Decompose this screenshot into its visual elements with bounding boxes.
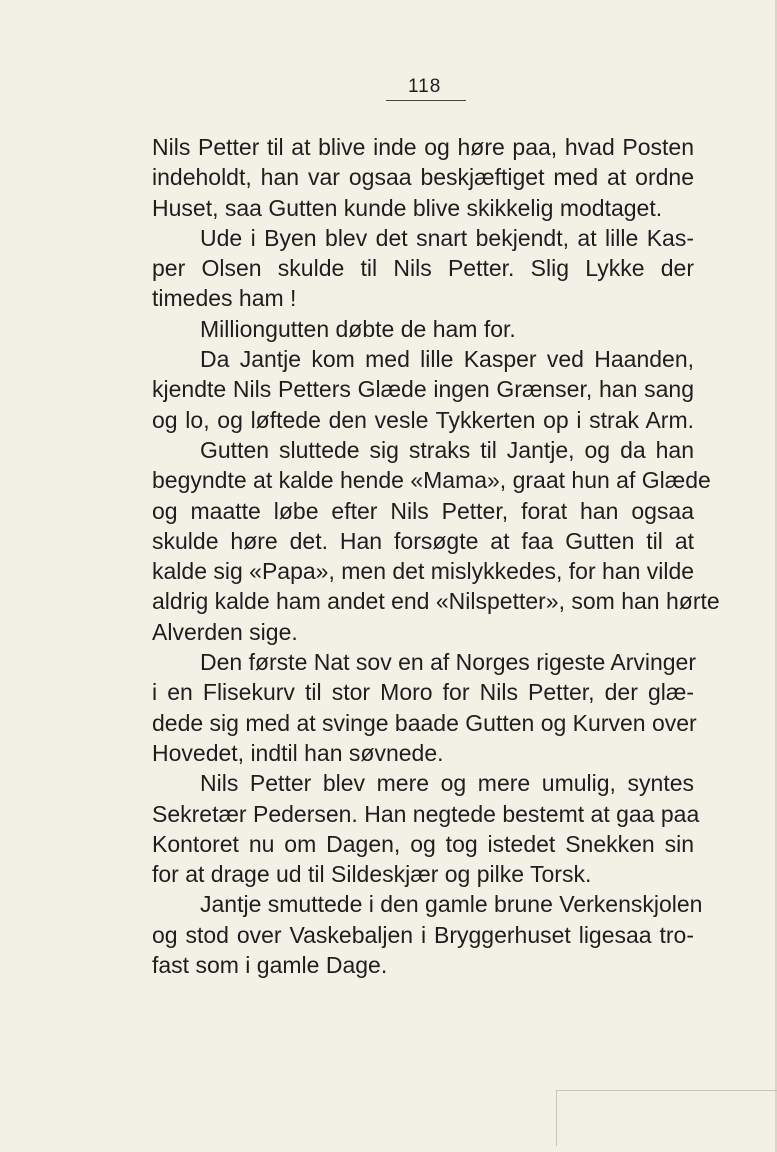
text-line: for at drage ud til Sildeskjær og pilke Torsk.: [152, 861, 592, 888]
text-line: Sekretær Pedersen. Han negtede bestemt at gaa paa: [152, 800, 700, 827]
text-line: Hovedet, indtil han søvnede.: [152, 739, 444, 766]
text-line: Kontoret nu om Dagen, og tog istedet Snekken sin: [152, 830, 694, 857]
text-line: Nils Petter blev mere og mere umulig, syntes: [200, 770, 694, 797]
text-line: aldrig kalde ham andet end «Nilspetter», som han hørte: [152, 588, 720, 615]
text-line: Jantje smuttede i den gamle brune Verkenskjolen: [200, 891, 703, 918]
text-line: Da Jantje kom med lille Kasper ved Haanden,: [200, 346, 694, 373]
text-line: Ude i Byen blev det snart bekjendt, at lille Kas-: [200, 224, 694, 251]
text-line: i en Flisekurv til stor Moro for Nils Petter, der glæ-: [152, 679, 694, 706]
text-line: begyndte at kalde hende «Mama», graat hun af Glæde: [152, 467, 711, 494]
text-line: Alverden sige.: [152, 618, 298, 645]
text-line: Huset, saa Gutten kunde blive skikkelig modtaget.: [152, 194, 663, 221]
text-line: Milliongutten døbte de ham for.: [200, 315, 516, 342]
text-line: timedes ham !: [152, 285, 297, 312]
text-line: indeholdt, han var ogsaa beskjæftiget med at ordne: [152, 164, 694, 191]
text-line: skulde høre det. Han forsøgte at faa Gutten til at: [152, 527, 694, 554]
text-line: Nils Petter til at blive inde og høre paa, hvad Posten: [152, 134, 694, 160]
text-line: og stod over Vaskebaljen i Bryggerhuset ligesaa tro-: [152, 921, 694, 948]
text-line: Gutten sluttede sig straks til Jantje, og da han: [200, 436, 694, 463]
text-line: per Olsen skulde til Nils Petter. Slig Lykke der: [152, 255, 694, 282]
text-line: kjendte Nils Petters Glæde ingen Grænser, han sang: [152, 376, 694, 403]
text-line: fast som i gamle Dage.: [152, 952, 388, 979]
text-line: Den første Nat sov en af Norges rigeste Arvinger: [200, 649, 696, 676]
text-line: dede sig med at svinge baade Gutten og Kurven over: [152, 709, 697, 736]
text-line: kalde sig «Papa», men det mislykkedes, for han vilde: [152, 558, 695, 585]
text-line: og lo, og løftede den vesle Tykkerten op i strak Arm.: [152, 406, 694, 433]
text-line: og maatte løbe efter Nils Petter, forat han ogsaa: [152, 497, 694, 524]
page-number: 118: [386, 74, 466, 101]
scan-corner-mark: [556, 1090, 777, 1146]
body-text: [152, 132, 720, 980]
